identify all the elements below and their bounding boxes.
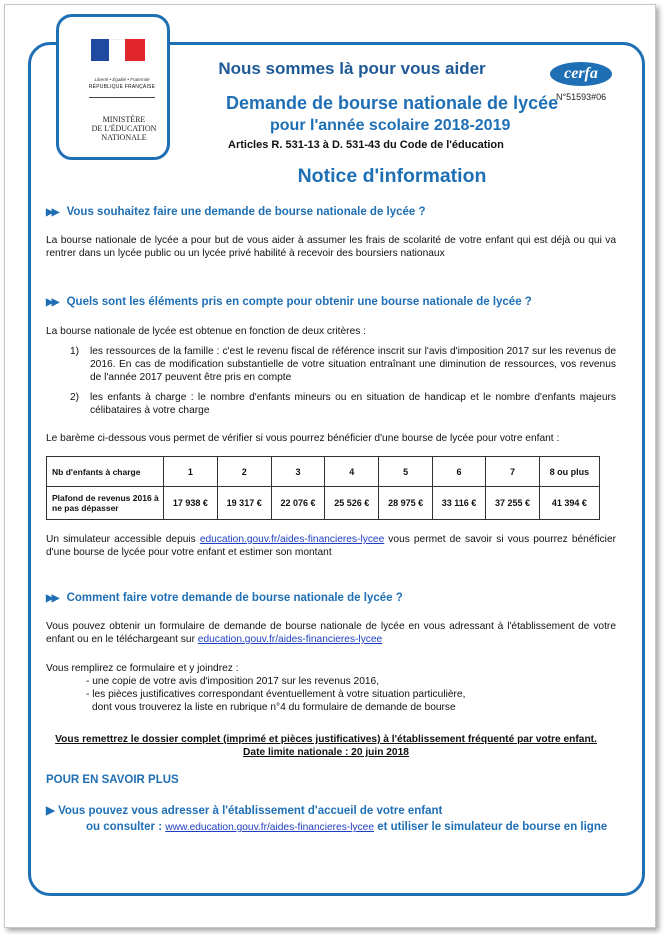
table-cell: 3 [271, 457, 325, 487]
table-cell: 41 394 € [539, 487, 599, 520]
criterion-1: 1) les ressources de la famille : c'est le revenu fiscal de référence inscrit sur l'avis d'imposition 2017 sur les revenus de 2016. En cas de modification substantielle de votre situation entraînant une diminution de ressources, vos revenus de l'année 2017 peuvent être pris en compte [70, 346, 616, 383]
more-info-line-2: ou consulter : www.education.gouv.fr/aides-financieres-lycee et utiliser le simulateur de bourse en ligne [86, 821, 608, 833]
form-obtain-text: Vous pouvez obtenir un formulaire de demande de bourse nationale de lycée en vous adressant à l'établissement de votre enfant ou en le téléchargeant sur education.gouv.fr/aides-financieres-lycee [46, 621, 616, 645]
section-1-text: La bourse nationale de lycée a pour but de vous aider à assumer les frais de scolarité de votre enfant qui est déjà ou qui va rentrer dans un lycée public ou un lycée privé habilité à recevoir des boursiers nationaux [46, 235, 616, 259]
table-cell: 6 [432, 457, 485, 487]
table-row [47, 457, 600, 487]
criterion-2: 2) les enfants à charge : le nombre d'enfants mineurs ou en situation de handicap et le nombre d'enfants majeurs célibataires à votre charge [70, 392, 616, 416]
table-cell: 28 975 € [379, 487, 433, 520]
document-subtitle: pour l'année scolaire 2018-2019 [270, 117, 511, 134]
simulator-link[interactable]: education.gouv.fr/aides-financieres-lycee [199, 534, 385, 545]
double-arrow-icon: ▶▶ [46, 207, 58, 218]
table-cell: 1 [164, 457, 218, 487]
table-cell: 19 317 € [217, 487, 271, 520]
section-heading-1: ▶▶ Vous souhaitez faire une demande de bourse nationale de lycée ? [46, 206, 426, 218]
table-cell: 7 [486, 457, 540, 487]
cerfa-logo: cerfa [550, 62, 612, 86]
logo-republique: RÉPUBLIQUE FRANÇAISE [88, 84, 156, 90]
table-row-label: Plafond de revenus 2016 à ne pas dépasser [47, 487, 164, 520]
list-item: - les pièces justificatives correspondant éventuellement à votre situation particulière, [86, 689, 466, 700]
double-arrow-icon: ▶▶ [46, 297, 58, 308]
legal-articles: Articles R. 531-13 à D. 531-43 du Code de l'éducation [228, 139, 504, 151]
table-cell: 33 116 € [432, 487, 485, 520]
logo-devise: Liberté • Égalité • Fraternité [94, 77, 150, 82]
fill-intro: Vous remplirez ce formulaire et y joindrez : [46, 663, 239, 674]
table-cell: 17 938 € [164, 487, 218, 520]
table-row [47, 487, 600, 520]
table-cell: 37 255 € [486, 487, 540, 520]
table-cell: 2 [217, 457, 271, 487]
marianne-logo [56, 14, 170, 160]
more-info-line-1: ▶ Vous pouvez vous adresser à l'établissement d'accueil de votre enfant [46, 805, 443, 817]
list-item: - une copie de votre avis d'imposition 2017 sur les revenus 2016, [86, 676, 380, 687]
more-info-heading: POUR EN SAVOIR PLUS [46, 774, 179, 786]
notice-title: Notice d'information [297, 165, 487, 187]
criteria-intro: La bourse nationale de lycée est obtenue en fonction de deux critères : [46, 326, 366, 337]
arrow-icon: ▶ [46, 805, 55, 817]
logo-divider [89, 97, 155, 98]
tagline: Nous sommes là pour vous aider [218, 59, 486, 78]
deadline: Date limite nationale : 20 juin 2018 [243, 747, 409, 758]
bareme-intro: Le barème ci-dessous vous permet de vérifier si vous pourrez bénéficier d'une bourse de lycée pour votre enfant : [46, 433, 560, 444]
table-cell: 22 076 € [271, 487, 325, 520]
double-arrow-icon: ▶▶ [46, 593, 58, 604]
simulator-text: Un simulateur accessible depuis education.gouv.fr/aides-financieres-lycee vous permet de savoir si vous pourrez bénéficier d'une bourse de lycée pour votre enfant et estimer son montant [46, 534, 616, 558]
ministry-name: MINISTÈRE DE L'ÉDUCATION NATIONALE [91, 115, 157, 142]
income-ceiling-table [46, 456, 600, 520]
section-heading-3: ▶▶ Comment faire votre demande de bourse nationale de lycée ? [46, 592, 403, 604]
table-cell: 4 [325, 457, 379, 487]
table-cell: 8 ou plus [539, 457, 599, 487]
section-heading-2: ▶▶ Quels sont les éléments pris en compte pour obtenir une bourse nationale de lycée ? [46, 296, 532, 308]
list-item: dont vous trouverez la liste en rubrique n°4 du formulaire de demande de bourse [92, 702, 456, 713]
table-cell: 25 526 € [325, 487, 379, 520]
table-cell: 5 [379, 457, 433, 487]
more-info-link[interactable]: www.education.gouv.fr/aides-financieres-lycee [165, 822, 374, 833]
document-title: Demande de bourse nationale de lycée [226, 93, 559, 113]
submission-notice: Vous remettrez le dossier complet (imprimé et pièces justificatives) à l'établissement fréquenté par votre enfant. [55, 734, 597, 745]
form-download-link[interactable]: education.gouv.fr/aides-financieres-lycee [197, 634, 383, 645]
table-row-label: Nb d'enfants à charge [47, 457, 164, 487]
attachments-list [86, 675, 606, 714]
cerfa-number: N°51593#06 [556, 92, 607, 102]
